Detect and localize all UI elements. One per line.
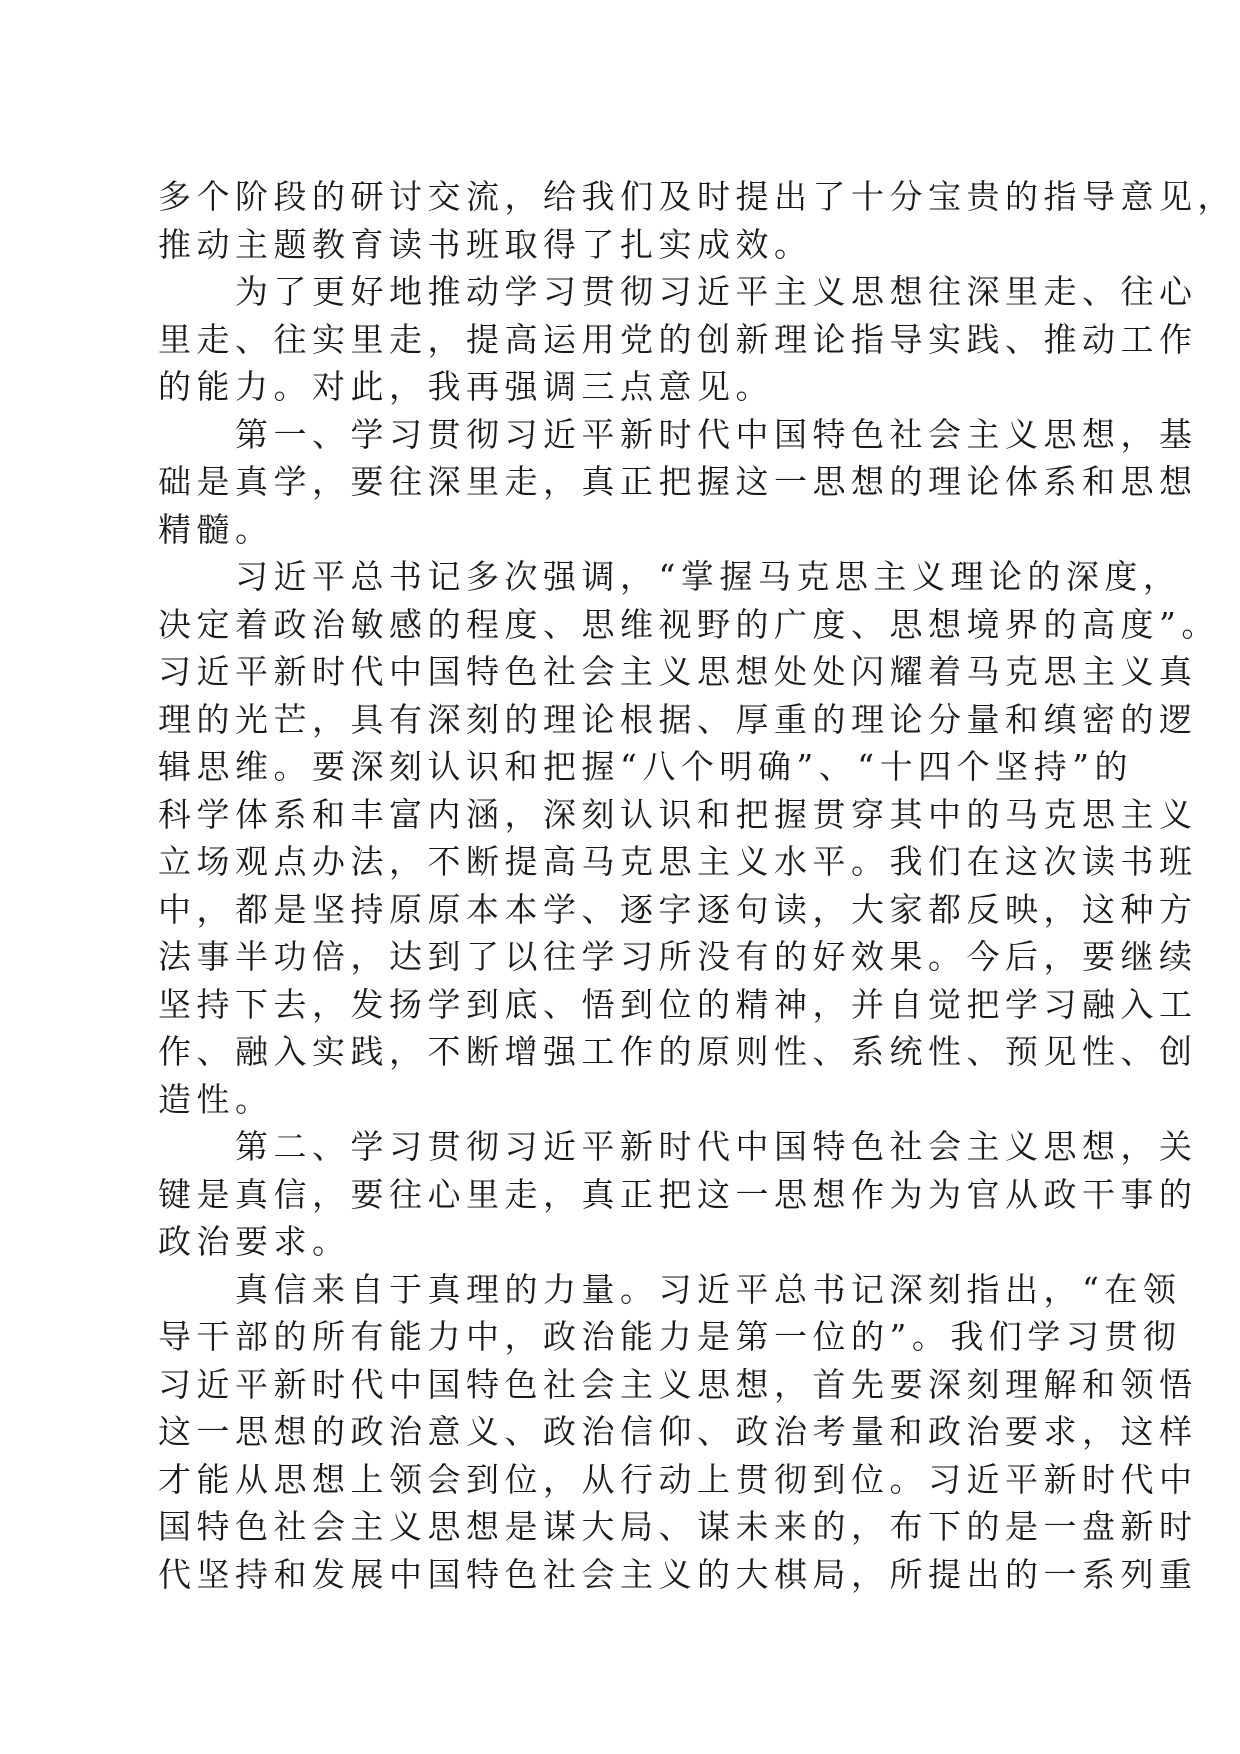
text-line: 推动主题教育读书班取得了扎实成效。 xyxy=(158,224,813,264)
text-line: 习近平新时代中国特色社会主义思想处处闪耀着马克思主义真 xyxy=(158,652,1198,691)
text-line: 导干部的所有能力中，政治能力是第一位的”。我们学习贯彻 xyxy=(158,1317,1182,1356)
text-line: 键是真信，要往心里走，真正把这一思想作为为官从政干事的 xyxy=(158,1174,1198,1214)
text-line: 第二、学习贯彻习近平新时代中国特色社会主义思想，关 xyxy=(235,1127,1198,1166)
text-line: 的能力。对此，我再强调三点意见。 xyxy=(158,367,774,406)
text-line: 为了更好地推动学习贯彻习近平主义思想往深里走、往心 xyxy=(235,272,1198,311)
text-line: 里走、往实里走，提高运用党的创新理论指导实践、推动工作 xyxy=(158,319,1198,359)
text-line: 多个阶段的研讨交流，给我们及时提出了十分宝贵的指导意见， xyxy=(158,177,1236,216)
text-line: 这一思想的政治意义、政治信仰、政治考量和政治要求，这样 xyxy=(158,1412,1198,1451)
text-line: 造性。 xyxy=(158,1079,274,1119)
text-line: 中，都是坚持原原本本学、逐字逐句读，大家都反映，这种方 xyxy=(158,889,1198,929)
text-line: 坚持下去，发扬学到底、悟到位的精神，并自觉把学习融入工 xyxy=(158,984,1198,1024)
text-line: 才能从思想上领会到位，从行动上贯彻到位。习近平新时代中 xyxy=(158,1459,1198,1499)
text-line: 理的光芒，具有深刻的理论根据、厚重的理论分量和缜密的逻 xyxy=(158,699,1198,739)
document-body xyxy=(158,173,1236,1598)
text-line: 国特色社会主义思想是谋大局、谋未来的，布下的是一盘新时 xyxy=(158,1507,1198,1546)
text-line: 精髓。 xyxy=(158,509,274,549)
text-line: 础是真学，要往深里走，真正把握这一思想的理论体系和思想 xyxy=(158,462,1198,501)
text-line: 代坚持和发展中国特色社会主义的大棋局，所提出的一系列重 xyxy=(158,1554,1198,1594)
text-line: 作、融入实践，不断增强工作的原则性、系统性、预见性、创 xyxy=(158,1032,1198,1071)
text-line: 习近平新时代中国特色社会主义思想，首先要深刻理解和领悟 xyxy=(158,1364,1198,1404)
text-line: 法事半功倍，达到了以往学习所没有的好效果。今后，要继续 xyxy=(158,937,1198,976)
text-line: 立场观点办法，不断提高马克思主义水平。我们在这次读书班 xyxy=(158,842,1198,881)
text-line: 辑思维。要深刻认识和把握“八个明确”、“十四个坚持”的 xyxy=(158,747,1133,786)
text-line: 政治要求。 xyxy=(158,1222,351,1261)
text-line: 科学体系和丰富内涵，深刻认识和把握贯穿其中的马克思主义 xyxy=(158,794,1198,834)
text-line: 习近平总书记多次强调，“掌握马克思主义理论的深度， xyxy=(235,557,1182,596)
text-line: 决定着政治敏感的程度、思维视野的广度、思想境界的高度”。 xyxy=(158,604,1220,644)
text-line: 第一、学习贯彻习近平新时代中国特色社会主义思想，基 xyxy=(235,414,1198,454)
text-line: 真信来自于真理的力量。习近平总书记深刻指出，“在领 xyxy=(235,1269,1182,1309)
